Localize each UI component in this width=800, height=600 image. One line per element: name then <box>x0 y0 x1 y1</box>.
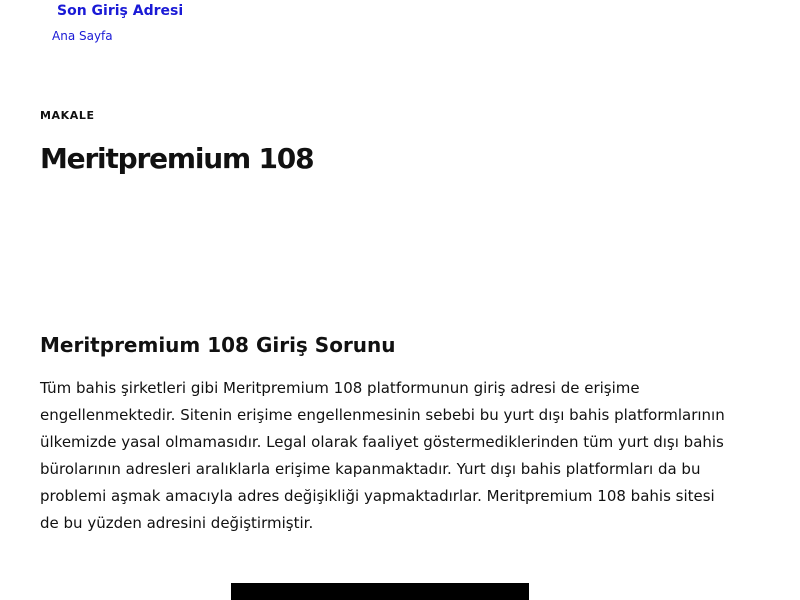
section-heading: Meritpremium 108 Giriş Sorunu <box>40 333 396 357</box>
article-paragraph: Tüm bahis şirketleri gibi Meritpremium 108 platformunun giriş adresi de erişime engellenmektedir. Sitenin erişime engellenmesinin sebebi bu yurt dışı bahis platformlarının ülkemizde yasal olmamasıdır. Legal olarak faaliyet göstermediklerinden tüm yurt dışı bahis bürolarının adresleri aralıklarla erişime kapanmaktadır. Yurt dışı bahis platformları da bu problemi aşmak amacıyla adres değişikliği yapmaktadırlar. Meritpremium 108 bahis sitesi de bu yüzden adresini değiştirmiştir. <box>40 379 725 532</box>
site-title-link[interactable]: Son Giriş Adresi <box>57 3 184 19</box>
article-title: Meritpremium 108 <box>40 142 314 175</box>
media-embed[interactable] <box>231 583 529 600</box>
nav-link-home[interactable]: Ana Sayfa <box>52 29 113 43</box>
article-category-link[interactable]: MAKALE <box>40 109 95 122</box>
